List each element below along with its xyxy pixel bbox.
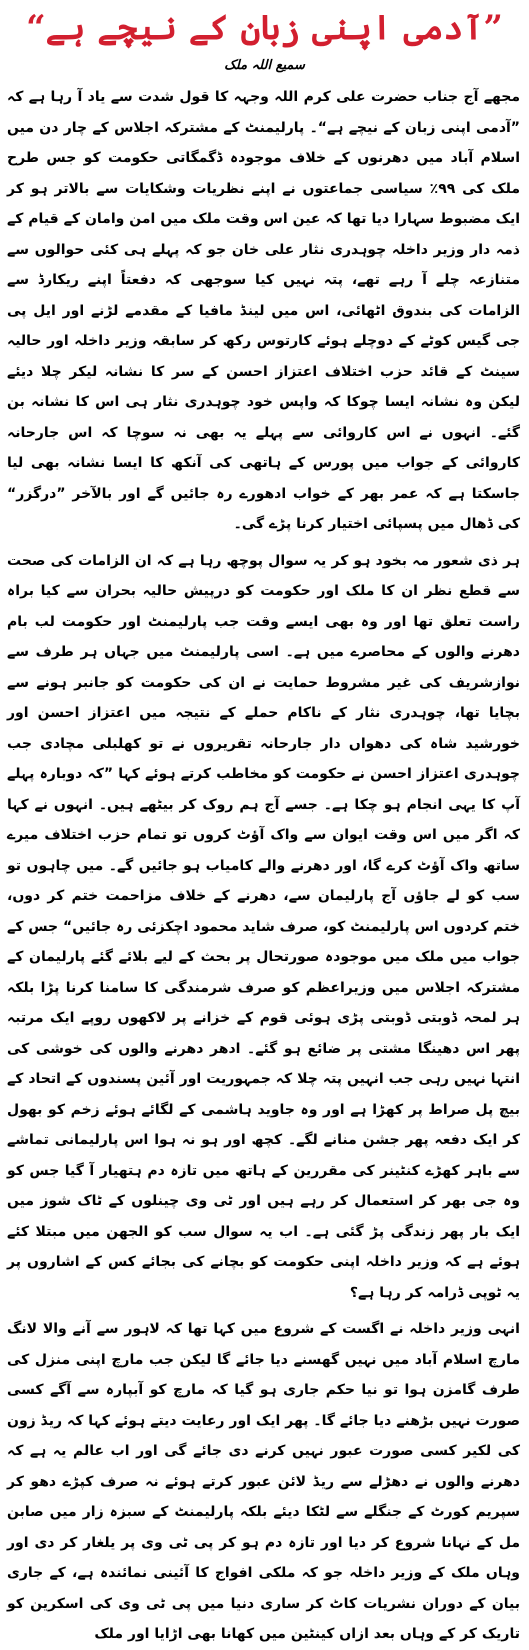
article-body [0, 82, 529, 1650]
article-paragraph: مجھے آج جناب حضرت علی کرم اللہ وجہہ کا قول شدت سے یاد آ رہا ہے کہ ”آدمی اپنی زبان کے نیچے ہے“۔ پارلیمنٹ کے مشترکہ اجلاس کے چار دن میں اسلام آباد میں دھرنوں کے خلاف موجودہ ڈگمگاتی حکومت کو جس طرح ملک کی ۹۹٪ سیاسی جماعتوں نے اپنے نظریات وشکایات سے بالاتر ہو کر ایک مضبوط سہارا دیا تھا کہ عین اس وقت ملک میں امن وامان کے قیام کے ذمہ دار وزیر داخلہ چوہدری نثار علی خان جو کہ پہلے ہی کئی حوالوں سے متنازعہ چلے آ رہے تھے، پتہ نہیں کیا سوجھی کہ دفعتاً اپنے ریکارڈ سے الزامات کی بندوق اٹھائی، اس میں لینڈ مافیا کے مقدمے لڑنے اور ایل پی جی گیس کوٹے کے دوچلے ہوئے کارتوس رکھ کر سابقہ وزیر داخلہ اور حالیہ سینٹ کے قائد حزب اختلاف اعتزاز احسن کے سر کا نشانہ لیکر چلا دیئے لیکن وہ نشانہ ایسا چوکا کہ واپس خود چوہدری نثار ہی اس کا نشانہ بن گئے۔ انہوں نے اس کاروائی سے پہلے یہ بھی نہ سوچا کہ اس جارحانہ کاروائی کے جواب میں پورس کے ہاتھی کی آنکھ کا ایسا نشانہ بھی لیا جاسکتا ہے کہ عمر بھر کے خواب ادھورے رہ جائیں گے اور بالآخر ”درگزر“ کی ڈھال میں پسپائی اختیار کرنا پڑے گی۔ [7, 89, 520, 532]
article-paragraph: انہی وزیر داخلہ نے اگست کے شروع میں کہا تھا کہ لاہور سے آنے والا لانگ مارچ اسلام آباد میں نہیں گھسنے دیا جائے گا لیکن جب مارچ اپنی منزل کی طرف گامزن ہوا تو نیا حکم جاری ہو گیا کہ مارچ کو آبپارہ سے آگے کسی صورت نہیں بڑھنے دیا جائے گا۔ پھر ایک اور رعایت دیتے ہوئے کہا کہ ریڈ زون کی لکیر کسی صورت عبور نہیں کرنے دی جائے گی اور اب عالم یہ ہے کہ دھرنے والوں نے دھڑلے سے ریڈ لائن عبور کرتے ہوئے نہ صرف کپڑے دھو کر سپریم کورٹ کے جنگلے سے لٹکا دیئے بلکہ پارلیمنٹ کے سبزہ زار میں صابن مل کے نہانا شروع کر دیا اور تازہ دم ہو کر پی ٹی وی پر یلغار کر دی اور وہاں ملک کے وزیر داخلہ جو کہ ملکی افواج کا آئینی نمائندہ ہے، کے جاری بیان کے دوران نشریات کاٹ کر ساری دنیا میں پی ٹی وی کی اسکرین کو تاریک کر کے وہاں بعد ازاں کینٹین میں کھانا بھی اڑایا اور ملک [7, 1321, 520, 1642]
article-paragraph: ہر ذی شعور مہ بخود ہو کر یہ سوال پوچھ رہا ہے کہ ان الزامات کی صحت سے قطع نظر ان کا ملک اور حکومت کو درپیش حالیہ بحران سے کیا براہ راست تعلق تھا اور وہ بھی ایسے وقت جب پارلیمنٹ اور حکومت لب بام دھرنے والوں کے محاصرے میں ہے۔ اسی پارلیمنٹ میں جہاں ہر طرف سے نوازشریف کی غیر مشروط حمایت نے ان کی حکومت کو جانبر ہونے سے بچایا تھا، چوہدری نثار کے ناکام حملے کے نتیجہ میں اعتزاز احسن اور خورشید شاہ کی دھواں دار جارحانہ تقریروں نے تو کھلبلی مچادی جب چوہدری اعتزاز احسن نے حکومت کو مخاطب کرتے ہوئے کہا ”کہ دوبارہ پہلے آپ کا یہی انجام ہو چکا ہے۔ جسے آج ہم روک کر بیٹھے ہیں۔ انہوں نے کہا کہ اگر میں اس وقت ایوان سے واک آؤٹ کروں تو تمام حزب اختلاف میرے ساتھ واک آؤٹ کرے گا، اور دھرنے والے کامیاب ہو جائیں گے۔ میں چاہوں تو سب کو لے جاؤں آج پارلیمان سے، دھرنے کے خلاف مزاحمت ختم کر دوں، ختم کردوں اس پارلیمنٹ کو، صرف شاید محمود اچکزئی رہ جائیں“ جس کے جواب میں ملک میں موجودہ صورتحال پر بحث کے لیے بلائے گئے پارلیمان کے مشترکہ اجلاس میں وزیراعظم کو صرف شرمندگی کا سامنا کرنا پڑا بلکہ ہر لمحہ ڈوبتی ڈوبتی پڑی ہوئی قوم کے خزانے پر لاکھوں روپے ایک مرتبہ پھر اس دھینگا مشتی پر ضائع ہو گئے۔ ادھر دھرنے والوں کی خوشی کی انتہا نہیں رہی جب انہیں پتہ چلا کہ جمہوریت اور آئین پسندوں کے اتحاد کے بیچ پل صراط پر کھڑا ہے اور وہ جاوید ہاشمی کے لگائے ہوئے زخم کو بھول کر ایک دفعہ پھر جشن منانے لگے۔ کچھ اور ہو نہ ہوا اس پارلیمانی تماشے سے باہر کھڑے کنٹینر کی مقررین کے ہاتھ میں تازہ دم ہتھیار آ گیا جس کو وہ جی بھر کر استعمال کر رہے ہیں اور ٹی وی چینلوں کے ٹاک شوز میں ایک بار پھر زندگی پڑ گئی ہے۔ اب یہ سوال سب کو الجھن میں مبتلا کئے ہوئے ہے کہ وزیر داخلہ اپنی حکومت کو بچانے کی بجائے کس کے اشاروں پر یہ ٹوپی ڈرامہ کر رہا ہے؟ [7, 552, 520, 1301]
article-page [0, 6, 529, 1642]
article-author: سمیع اللہ ملک [224, 58, 305, 73]
article-title: ”آدمی اپنی زبان کے نیچے ہے“ [26, 8, 503, 48]
